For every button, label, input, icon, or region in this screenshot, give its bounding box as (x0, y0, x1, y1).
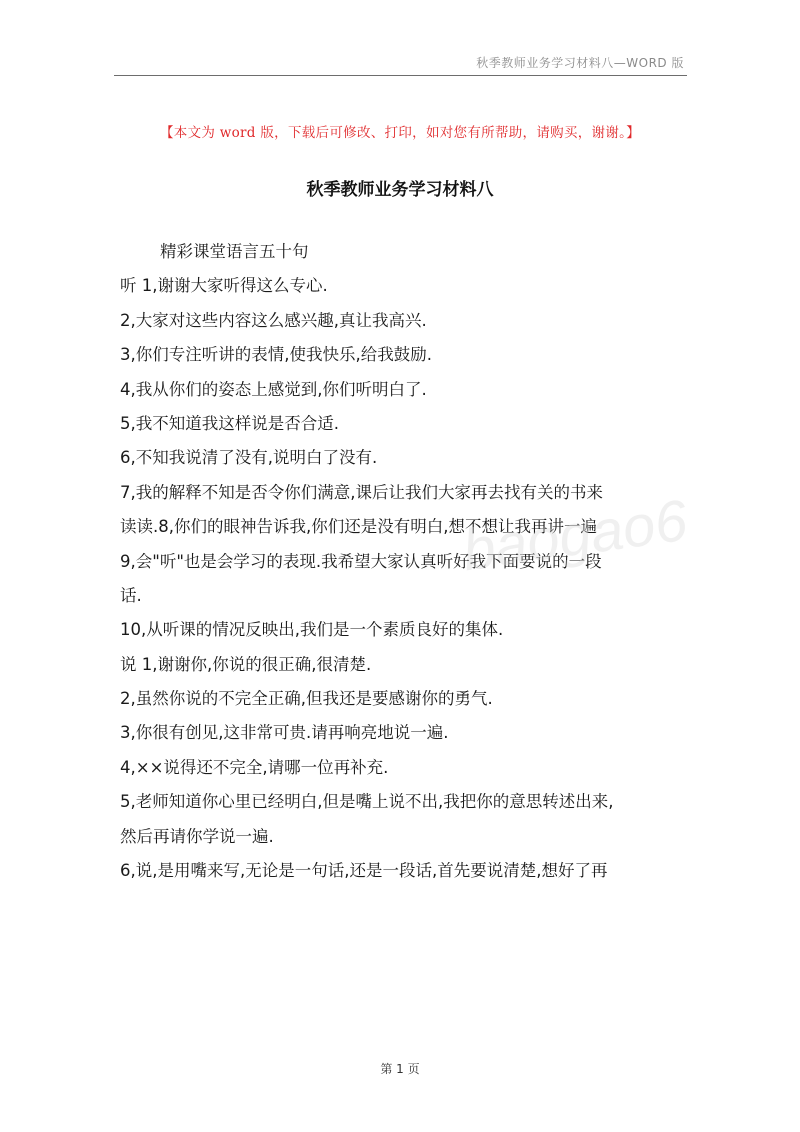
page-number: 第 1 页 (380, 1062, 420, 1076)
header-divider (114, 75, 687, 76)
document-body (120, 235, 685, 888)
body-line: 说 1,谢谢你,你说的很正确,很清楚. (120, 654, 372, 674)
body-line: 读读.8,你们的眼神告诉我,你们还是没有明白,想不想让我再讲一遍 (120, 517, 597, 537)
body-line: 3,你们专注听讲的表情,使我快乐,给我鼓励. (120, 345, 432, 365)
body-line: 4,××说得还不完全,请哪一位再补充. (120, 757, 389, 777)
document-title: 秋季教师业务学习材料八 (306, 180, 494, 200)
body-line: 10,从听课的情况反映出,我们是一个素质良好的集体. (120, 620, 504, 640)
body-line: 5,我不知道我这样说是否合适. (120, 413, 339, 433)
body-line: 6,不知我说清了没有,说明白了没有. (120, 448, 378, 468)
body-line: 9,会"听"也是会学习的表现.我希望大家认真听好我下面要说的一段 (120, 551, 602, 571)
page-header: 秋季教师业务学习材料八—WORD 版 (476, 56, 684, 70)
body-line: 5,老师知道你心里已经明白,但是嘴上说不出,我把你的意思转述出来, (120, 792, 614, 812)
purchase-notice: 【本文为 word 版，下载后可修改、打印，如对您有所帮助，请购买，谢谢。】 (159, 125, 640, 141)
watermark-logo: baogao6 (458, 487, 692, 584)
body-line: 话. (120, 585, 142, 605)
body-line: 3,你很有创见,这非常可贵.请再响亮地说一遍. (120, 723, 449, 743)
body-line: 7,我的解释不知是否令你们满意,课后让我们大家再去找有关的书来 (120, 482, 603, 502)
body-line: 6,说,是用嘴来写,无论是一句话,还是一段话,首先要说清楚,想好了再 (120, 861, 608, 881)
body-line: 4,我从你们的姿态上感觉到,你们听明白了. (120, 379, 427, 399)
body-line: 然后再请你学说一遍. (120, 826, 274, 846)
body-line: 听 1,谢谢大家听得这么专心. (120, 276, 328, 296)
body-line: 2,大家对这些内容这么感兴趣,真让我高兴. (120, 310, 427, 330)
body-line: 2,虽然你说的不完全正确,但我还是要感谢你的勇气. (120, 689, 493, 709)
section-subtitle: 精彩课堂语言五十句 (160, 242, 309, 261)
